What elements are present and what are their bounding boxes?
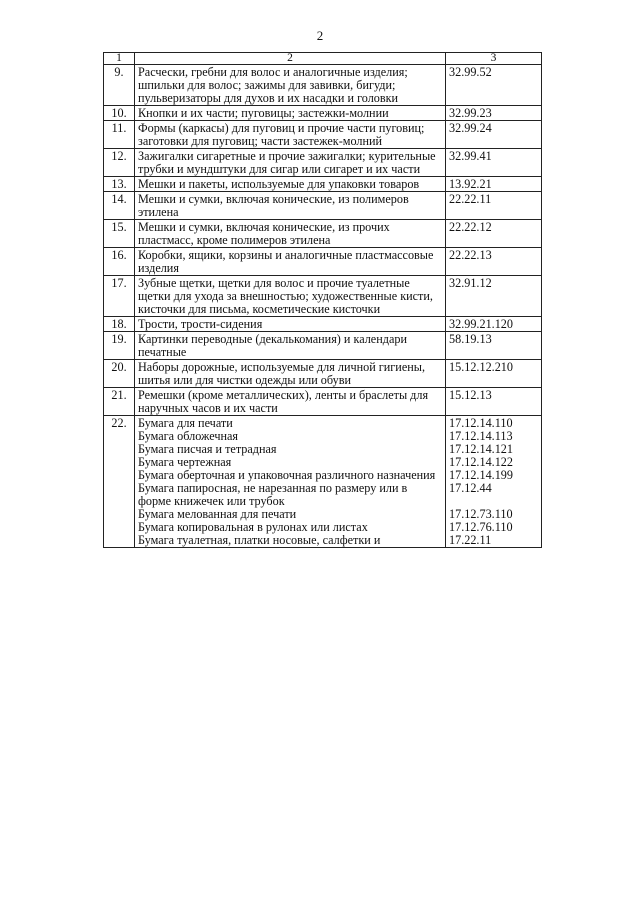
- row-name: Зажигалки сигаретные и прочие зажигалки; курительные трубки и мундштуки для сигар или сигарет и их части: [135, 149, 446, 177]
- row-name: Кнопки и их части; пуговицы; застежки-молнии: [135, 106, 446, 121]
- row-name: Формы (каркасы) для пуговиц и прочие части пуговиц; заготовки для пуговиц; части застежек-молний: [135, 121, 446, 149]
- row-number: 14.: [104, 192, 135, 220]
- paper-item-name: Бумага писчая и тетрадная: [138, 442, 277, 456]
- row-number: 16.: [104, 248, 135, 276]
- paper-item-code: 17.12.73.110: [449, 507, 513, 521]
- row-code: 22.22.12: [446, 220, 542, 248]
- paper-item-name: Бумага папиросная, не нарезанная по размеру или в форме книжечек или трубок: [138, 481, 408, 508]
- paper-item-name: Бумага для печати: [138, 416, 233, 430]
- row-code: 32.99.23: [446, 106, 542, 121]
- header-col-1: 1: [104, 53, 135, 65]
- products-table: [103, 52, 542, 548]
- paper-item-code: 17.12.76.110: [449, 520, 513, 534]
- row-number: 13.: [104, 177, 135, 192]
- row-code: 58.19.13: [446, 332, 542, 360]
- row-number: 10.: [104, 106, 135, 121]
- table-row: [104, 317, 542, 332]
- paper-item-code: 17.12.14.121: [449, 442, 513, 456]
- row-code: 22.22.11: [446, 192, 542, 220]
- row-number: 11.: [104, 121, 135, 149]
- paper-item-code: 17.22.11: [449, 533, 492, 547]
- table-row: [104, 360, 542, 388]
- header-col-2: 2: [135, 53, 446, 65]
- row-number: 18.: [104, 317, 135, 332]
- paper-item-code: 17.12.14.110: [449, 416, 513, 430]
- row-number: 9.: [104, 65, 135, 106]
- row-code: 15.12.12.210: [446, 360, 542, 388]
- row-name: Мешки и пакеты, используемые для упаковки товаров: [135, 177, 446, 192]
- row-number: 12.: [104, 149, 135, 177]
- page-number: 2: [316, 28, 324, 43]
- row-name: Зубные щетки, щетки для волос и прочие туалетные щетки для ухода за внешностью; художественные кисти, кисточки для письма, косметические кисточки: [135, 276, 446, 317]
- table-header-row: [104, 53, 542, 65]
- paper-item-name: Бумага мелованная для печати: [138, 507, 297, 521]
- table-row: [104, 177, 542, 192]
- row-code: 32.91.12: [446, 276, 542, 317]
- row-code: 15.12.13: [446, 388, 542, 416]
- header-col-3: 3: [446, 53, 542, 65]
- row-number: 17.: [104, 276, 135, 317]
- paper-item-code: 17.12.44: [449, 481, 492, 495]
- row-name: Мешки и сумки, включая конические, из прочих пластмасс, кроме полимеров этилена: [135, 220, 446, 248]
- row-code: 13.92.21: [446, 177, 542, 192]
- table-row: [104, 332, 542, 360]
- table-row: [104, 220, 542, 248]
- table-row: [104, 388, 542, 416]
- paper-item-name: Бумага оберточная и упаковочная различного назначения: [138, 468, 436, 482]
- row-code: 32.99.41: [446, 149, 542, 177]
- row-code: 32.99.24: [446, 121, 542, 149]
- table-row: [104, 192, 542, 220]
- row-name: Картинки переводные (декалькомания) и календари печатные: [135, 332, 446, 360]
- table-row: [104, 248, 542, 276]
- row-name: Расчески, гребни для волос и аналогичные изделия; шпильки для волос; зажимы для завивки, бигуди; пульверизаторы для духов и их насадки и головки: [135, 65, 446, 106]
- row-code: 32.99.21.120: [446, 317, 542, 332]
- paper-item-code: 17.12.14.199: [449, 468, 513, 482]
- row-number: 22.: [104, 416, 135, 548]
- row-code: 22.22.13: [446, 248, 542, 276]
- row-code: 32.99.52: [446, 65, 542, 106]
- table-row: [104, 121, 542, 149]
- table-row-paper: [104, 416, 542, 548]
- row-number: 19.: [104, 332, 135, 360]
- table-row: [104, 106, 542, 121]
- row-name: Наборы дорожные, используемые для личной гигиены, шитья или для чистки одежды или обуви: [135, 360, 446, 388]
- paper-item-name: Бумага туалетная, платки носовые, салфетки и: [138, 533, 381, 547]
- row-number: 15.: [104, 220, 135, 248]
- table-row: [104, 149, 542, 177]
- table-row: [104, 276, 542, 317]
- paper-item-name: Бумага копировальная в рулонах или листах: [138, 520, 368, 534]
- paper-item-name: Бумага чертежная: [138, 455, 232, 469]
- row-name: Ремешки (кроме металлических), ленты и браслеты для наручных часов и их части: [135, 388, 446, 416]
- row-code-list: [446, 416, 542, 548]
- paper-item-name: Бумага обложечная: [138, 429, 239, 443]
- table-row: [104, 65, 542, 106]
- row-name: Трости, трости-сидения: [135, 317, 446, 332]
- row-name-list: [135, 416, 446, 548]
- paper-item-code: 17.12.14.122: [449, 455, 513, 469]
- row-number: 21.: [104, 388, 135, 416]
- row-number: 20.: [104, 360, 135, 388]
- paper-item-code: 17.12.14.113: [449, 429, 513, 443]
- row-name: Коробки, ящики, корзины и аналогичные пластмассовые изделия: [135, 248, 446, 276]
- row-name: Мешки и сумки, включая конические, из полимеров этилена: [135, 192, 446, 220]
